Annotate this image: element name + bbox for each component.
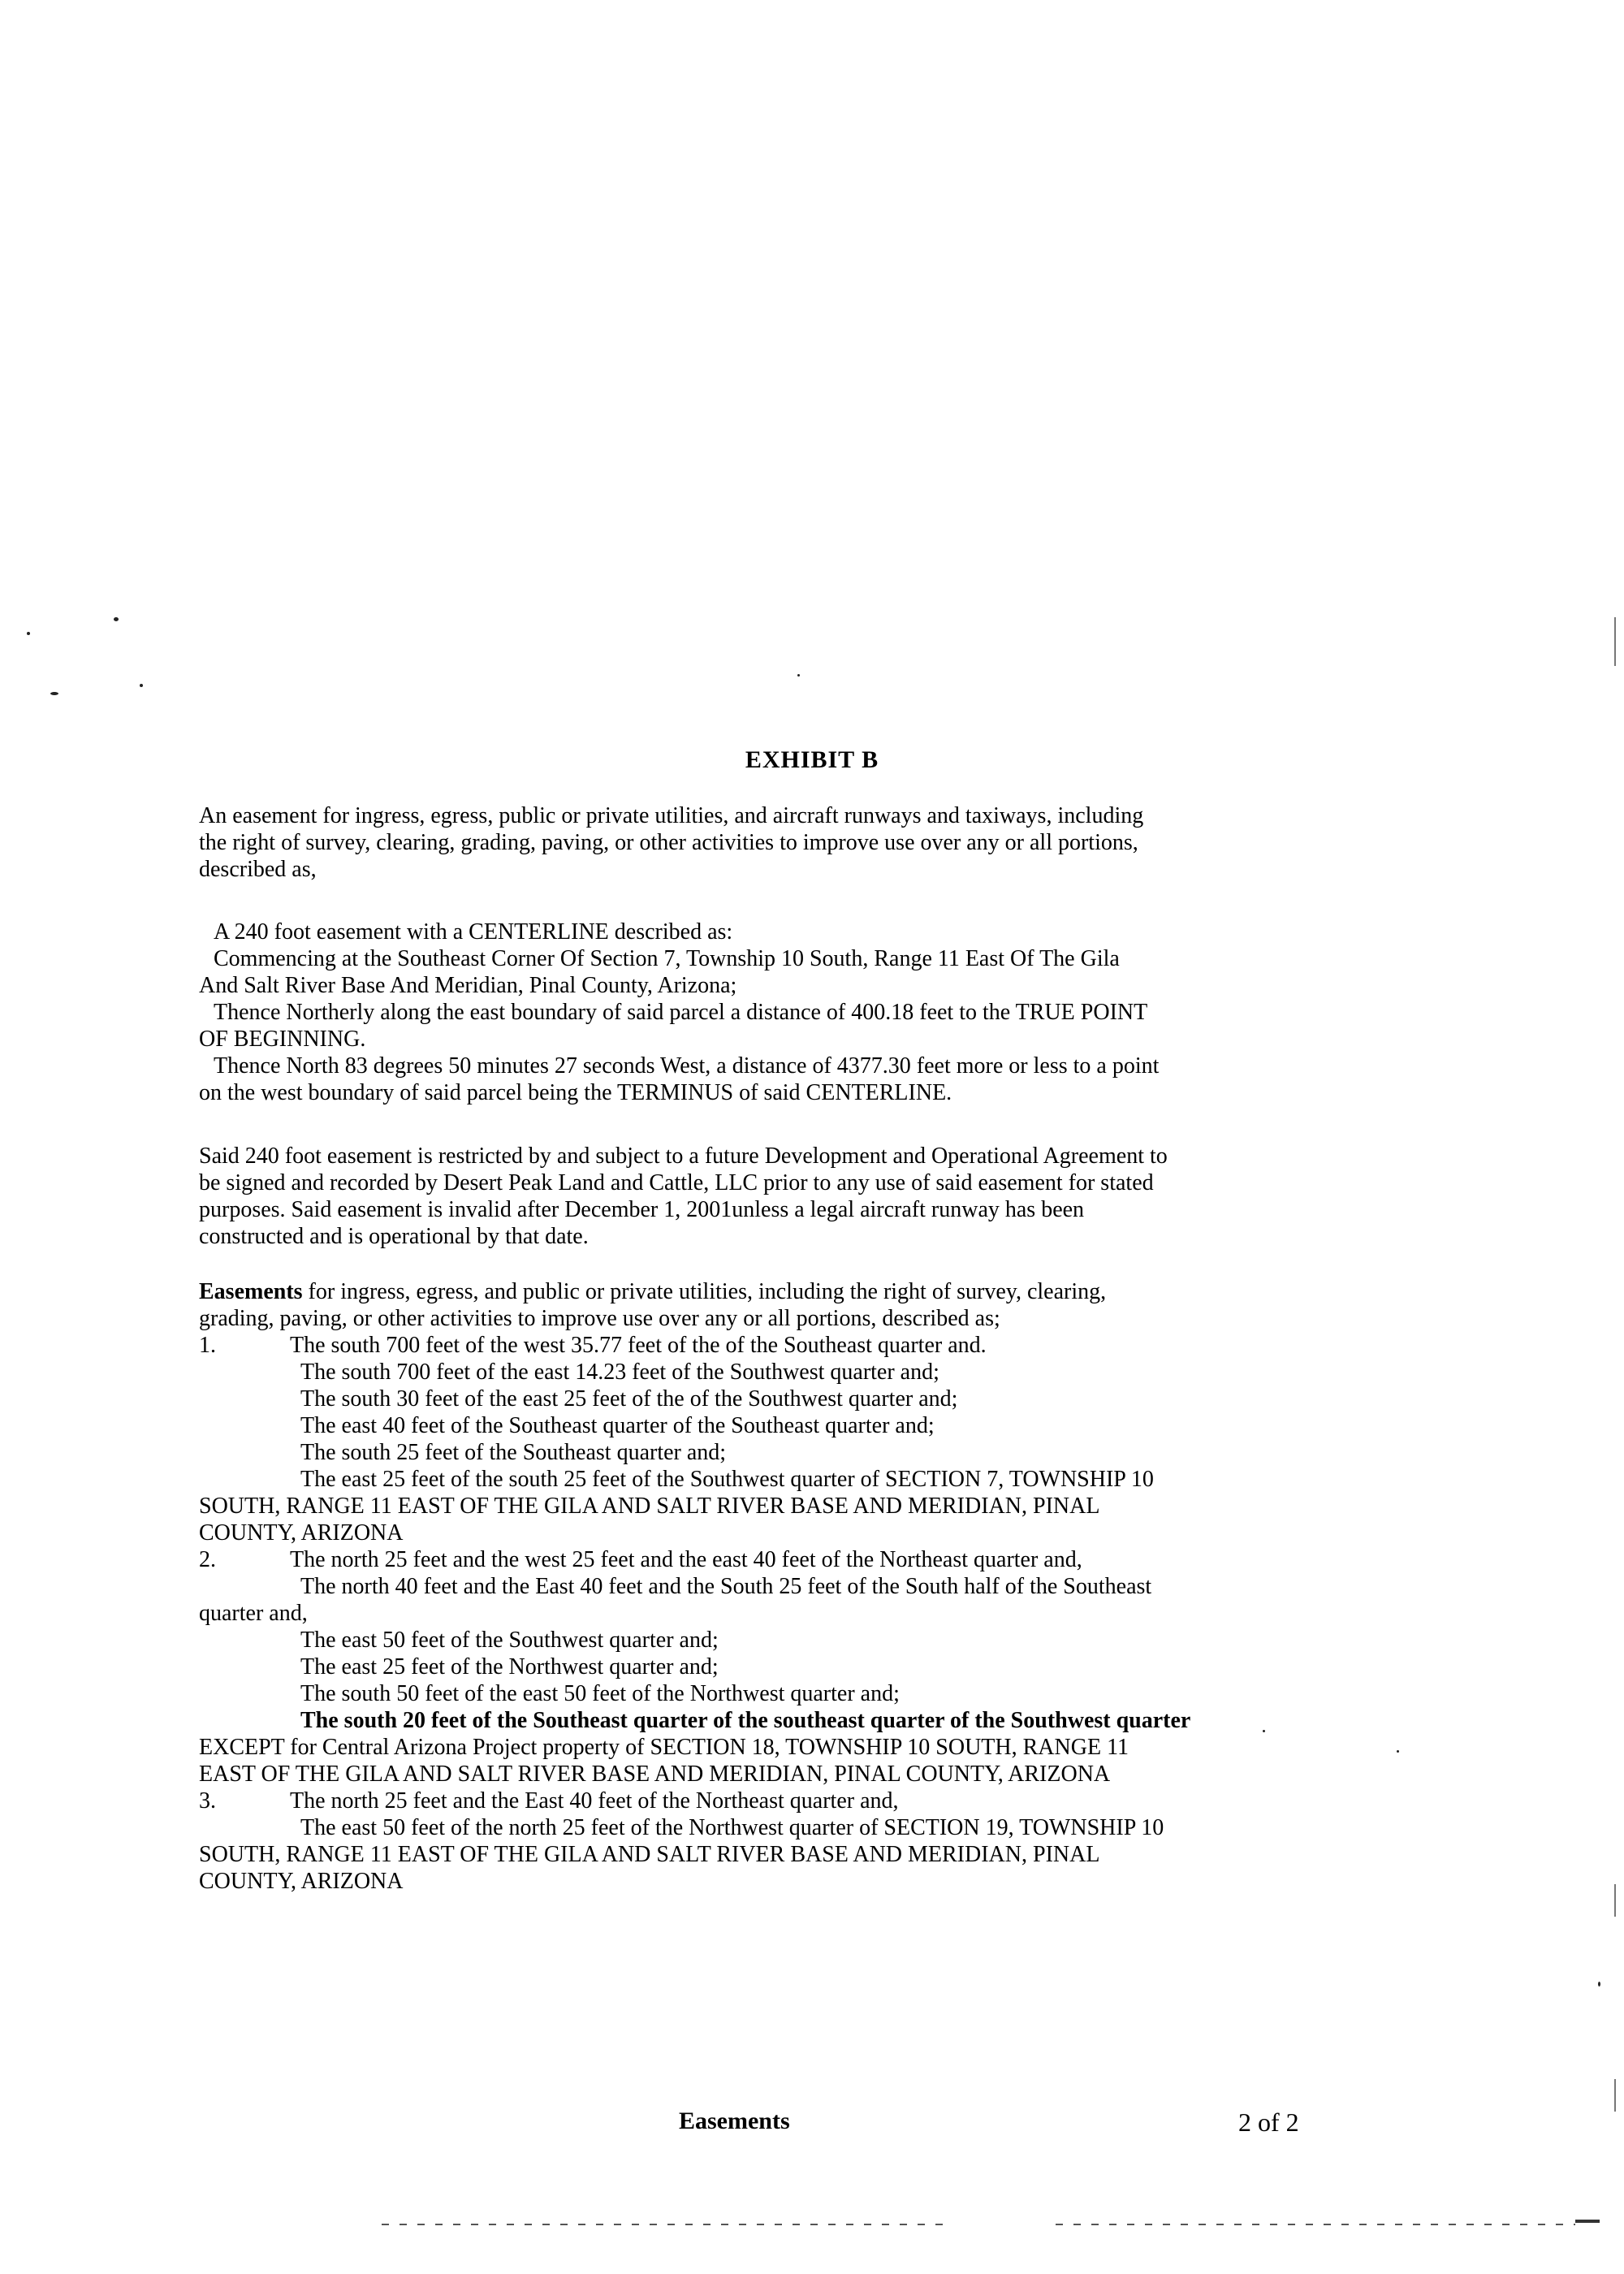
text-line: purposes. Said easement is invalid after December 1, 2001unless a legal aircraft runway has been bbox=[199, 1197, 1085, 1222]
text-line: constructed and is operational by that date. bbox=[199, 1224, 589, 1249]
page-number: 2 of 2 bbox=[1238, 2108, 1299, 2137]
scan-edge-mark bbox=[1614, 617, 1616, 666]
list-item-3 bbox=[199, 1788, 1433, 1814]
text-line: COUNTY, ARIZONA bbox=[199, 1869, 404, 1894]
easement-intro-paragraph bbox=[199, 802, 1433, 883]
list-item-1 bbox=[199, 1332, 1433, 1359]
list-item-2 bbox=[199, 1546, 1433, 1573]
text-line: OF BEGINNING. bbox=[199, 1027, 366, 1052]
easements-heading: Easements bbox=[199, 1279, 303, 1304]
text-line: be signed and recorded by Desert Peak Land and Cattle, LLC prior to any use of said easement for stated bbox=[199, 1170, 1154, 1195]
text-line: The north 40 feet and the East 40 feet and the South 25 feet of the South half of the Southeast bbox=[300, 1574, 1152, 1599]
text-span: The north 25 feet and the East 40 feet of the Northeast quarter and, bbox=[290, 1788, 899, 1814]
restriction-paragraph bbox=[199, 1143, 1433, 1250]
text-span: for ingress, egress, and public or private utilities, including the right of survey, clearing, bbox=[302, 1279, 1107, 1304]
text-line: The east 50 feet of the north 25 feet of the Northwest quarter of SECTION 19, TOWNSHIP 10 bbox=[300, 1815, 1164, 1840]
scan-edge-mark bbox=[1614, 2079, 1616, 2112]
item-number: 1. bbox=[199, 1333, 216, 1358]
text-line: The east 25 feet of the south 25 feet of the Southwest quarter of SECTION 7, TOWNSHIP 10 bbox=[300, 1467, 1154, 1492]
scan-edge-mark bbox=[1575, 2220, 1600, 2223]
text-line: grading, paving, or other activities to improve use over any or all portions, described as; bbox=[199, 1306, 1000, 1331]
text-line bbox=[199, 1278, 1433, 1305]
text-line: the right of survey, clearing, grading, paving, or other activities to improve use over any or all portions, bbox=[199, 830, 1138, 855]
centerline-description bbox=[199, 919, 1433, 1106]
text-line: Thence Northerly along the east boundary of said parcel a distance of 400.18 feet to the TRUE POINT bbox=[214, 1000, 1148, 1025]
footer-label: Easements bbox=[679, 2108, 790, 2134]
text-line: A 240 foot easement with a CENTERLINE described as: bbox=[214, 919, 733, 945]
scan-noise-line bbox=[1056, 2224, 1575, 2225]
text-line: described as, bbox=[199, 857, 317, 882]
text-line: SOUTH, RANGE 11 EAST OF THE GILA AND SALT RIVER BASE AND MERIDIAN, PINAL bbox=[199, 1494, 1100, 1519]
text-line: SOUTH, RANGE 11 EAST OF THE GILA AND SALT RIVER BASE AND MERIDIAN, PINAL bbox=[199, 1842, 1100, 1867]
text-line: quarter and, bbox=[199, 1601, 308, 1626]
easements-list bbox=[199, 1278, 1433, 1895]
text-line: The south 50 feet of the east 50 feet of the Northwest quarter and; bbox=[300, 1681, 900, 1706]
text-line: Thence North 83 degrees 50 minutes 27 seconds West, a distance of 4377.30 feet more or less to a point bbox=[214, 1053, 1160, 1079]
text-line: COUNTY, ARIZONA bbox=[199, 1520, 404, 1546]
text-line: The south 20 feet of the Southeast quarter of the southeast quarter of the Southwest quarter bbox=[300, 1708, 1191, 1733]
text-line: The south 30 feet of the east 25 feet of the of the Southwest quarter and; bbox=[300, 1386, 958, 1412]
text-line: An easement for ingress, egress, public or private utilities, and aircraft runways and taxiways, including bbox=[199, 803, 1144, 828]
text-line: The east 40 feet of the Southeast quarter of the Southeast quarter and; bbox=[300, 1413, 935, 1438]
text-span: The north 25 feet and the west 25 feet and the east 40 feet of the Northeast quarter and, bbox=[290, 1547, 1082, 1572]
exhibit-title: EXHIBIT B bbox=[745, 746, 879, 773]
text-line: on the west boundary of said parcel being the TERMINUS of said CENTERLINE. bbox=[199, 1080, 952, 1105]
text-line: The south 700 feet of the east 14.23 feet of the Southwest quarter and; bbox=[300, 1360, 939, 1385]
text-line: EAST OF THE GILA AND SALT RIVER BASE AND MERIDIAN, PINAL COUNTY, ARIZONA bbox=[199, 1762, 1111, 1787]
text-line: The east 50 feet of the Southwest quarter and; bbox=[300, 1628, 719, 1653]
item-number: 2. bbox=[199, 1547, 216, 1572]
item-number: 3. bbox=[199, 1788, 216, 1814]
text-line: EXCEPT for Central Arizona Project property of SECTION 18, TOWNSHIP 10 SOUTH, RANGE 11 bbox=[199, 1735, 1129, 1760]
text-line: The south 25 feet of the Southeast quarter and; bbox=[300, 1440, 727, 1465]
scan-noise-line bbox=[382, 2224, 950, 2225]
text-line: Commencing at the Southeast Corner Of Section 7, Township 10 South, Range 11 East Of The Gila bbox=[214, 946, 1120, 971]
text-line: Said 240 foot easement is restricted by and subject to a future Development and Operational Agreement to bbox=[199, 1143, 1168, 1169]
scan-edge-mark bbox=[1614, 1884, 1616, 1917]
text-line: And Salt River Base And Meridian, Pinal County, Arizona; bbox=[199, 973, 737, 998]
text-line: The east 25 feet of the Northwest quarter and; bbox=[300, 1654, 719, 1680]
text-span: The south 700 feet of the west 35.77 feet of the of the Southeast quarter and. bbox=[290, 1333, 987, 1358]
